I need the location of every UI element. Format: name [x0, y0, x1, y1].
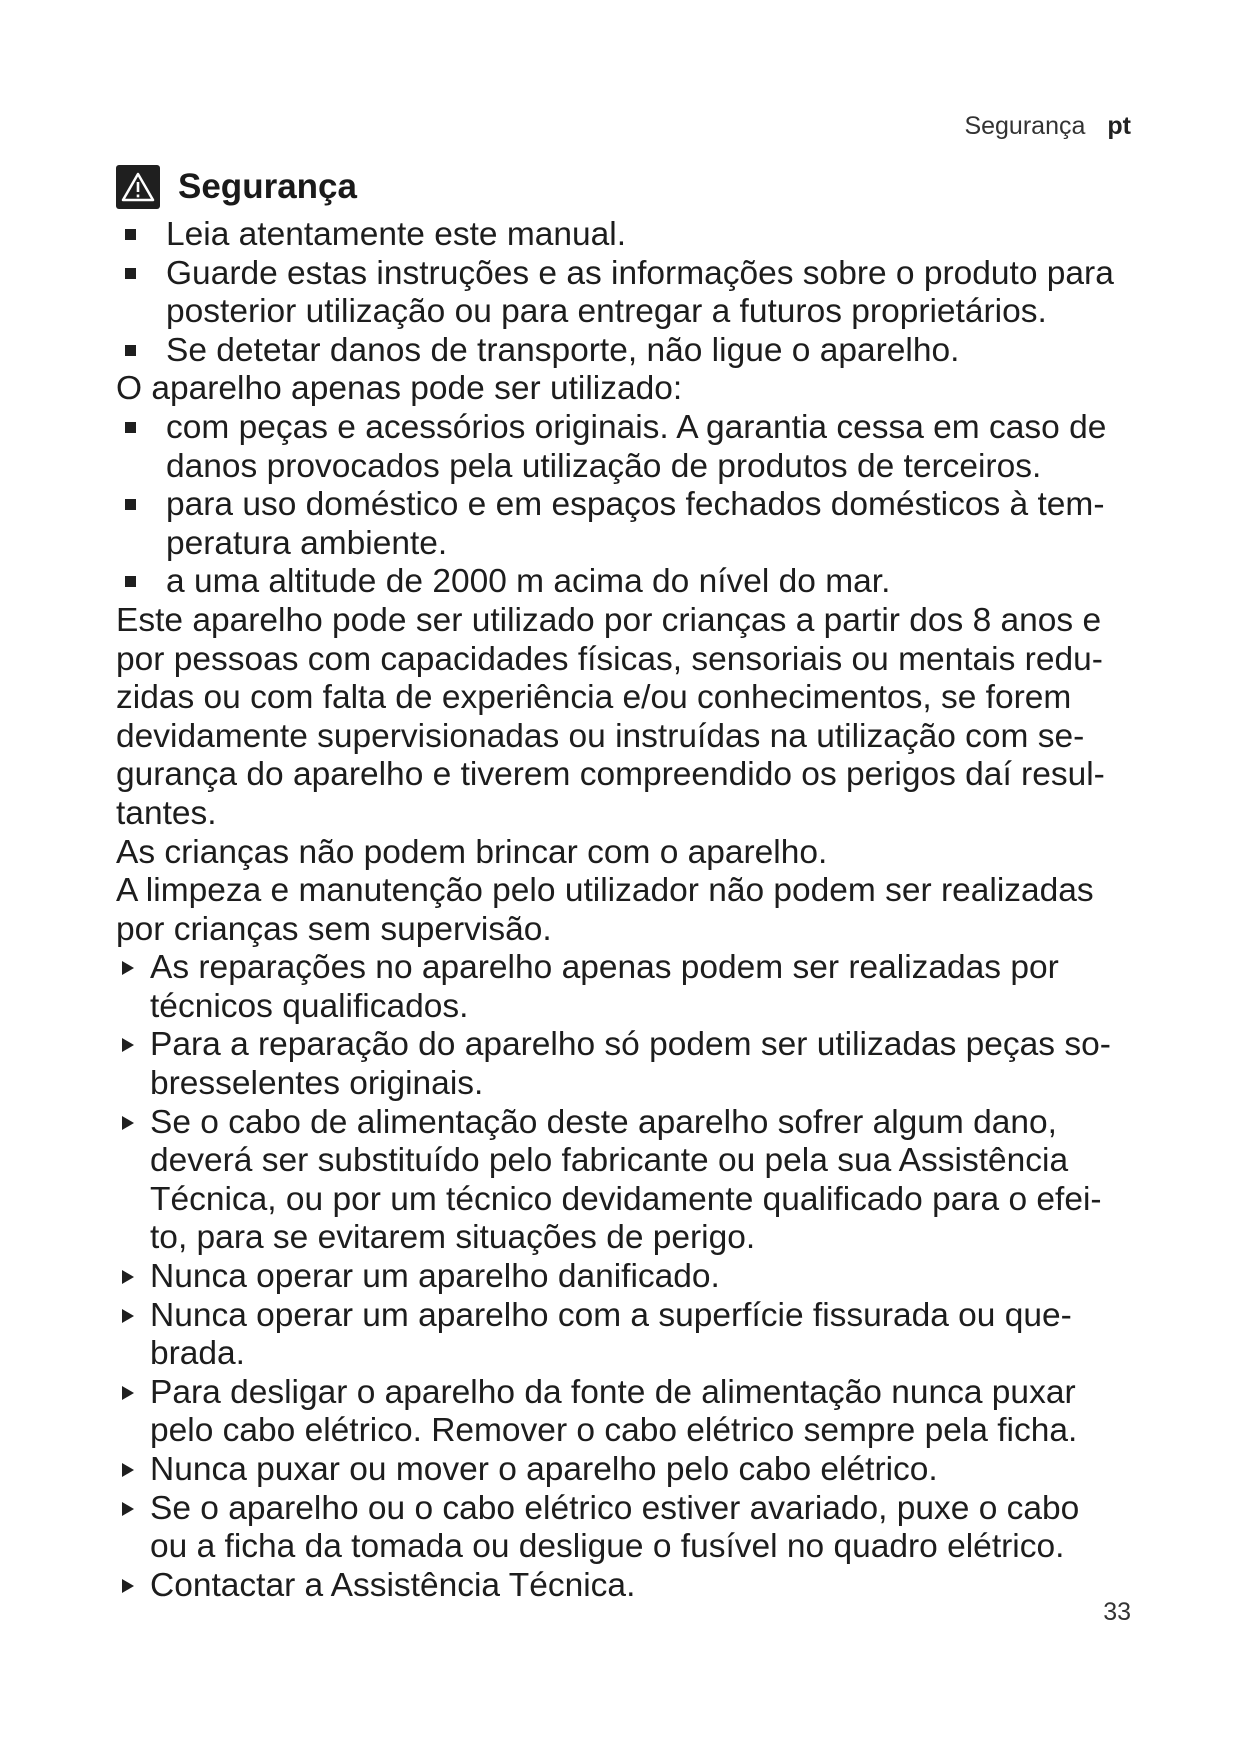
children-paragraph: Este aparelho pode ser utilizado por crianças a partir dos 8 anos e por pessoas com capacidades físicas, sensoriais ou mentais redu- zidas ou com falta de experiência e/ou conhecimentos, se forem devidamente supervisionadas ou instruídas na utilização com se- gurança do aparelho e tiverem compreendido os perigos daí resul- tantes.: [116, 601, 1105, 832]
action-item: As reparações no aparelho apenas podem ser realizadas por técnicos qualificados.: [116, 949, 1156, 1026]
list-item: Se detetar danos de transporte, não ligue o aparelho.: [116, 332, 1156, 371]
arrow-bullet-icon: [122, 1270, 134, 1284]
header-section: Segurança: [964, 112, 1086, 140]
section-title-text: Segurança: [178, 166, 357, 206]
square-bullet-icon: [125, 268, 136, 279]
action-item: Se o cabo de alimentação deste aparelho sofrer algum dano, deverá ser substituído pelo fabricante ou pela sua Assistência Técnica, ou por um técnico devidamente qualificado para o efei- to, para se evitarem situações de perigo.: [116, 1104, 1156, 1258]
action-item: Contactar a Assistência Técnica.: [116, 1567, 1156, 1606]
arrow-bullet-icon: [122, 1463, 134, 1477]
list-item: com peças e acessórios originais. A garantia cessa em caso de danos provocados pela utilização de produtos de terceiros.: [116, 409, 1156, 486]
list-item: Guarde estas instruções e as informações sobre o produto para posterior utilização ou para entregar a futuros proprietários.: [116, 255, 1156, 332]
header-language: pt: [1107, 112, 1131, 140]
action-item: Nunca puxar ou mover o aparelho pelo cabo elétrico.: [116, 1451, 1156, 1490]
arrow-bullet-icon: [122, 1502, 134, 1516]
usage-list: [116, 409, 1156, 602]
cleaning-paragraph: A limpeza e manutenção pelo utilizador não podem ser realizadas por crianças sem supervisão.: [116, 872, 1094, 948]
list-item: a uma altitude de 2000 m acima do nível do mar.: [116, 563, 1156, 602]
list-item: para uso doméstico e em espaços fechados domésticos à tem- peratura ambiente.: [116, 486, 1156, 563]
arrow-bullet-icon: [122, 1309, 134, 1323]
safety-section: [116, 162, 1156, 1605]
action-item: Nunca operar um aparelho com a superfície fissurada ou que- brada.: [116, 1297, 1156, 1374]
children-play-paragraph: As crianças não podem brincar com o aparelho.: [116, 833, 828, 871]
usage-intro: O aparelho apenas pode ser utilizado:: [116, 370, 683, 408]
arrow-bullet-icon: [122, 1386, 134, 1400]
warning-triangle-icon: [116, 165, 160, 209]
action-item: Para a reparação do aparelho só podem ser utilizadas peças so- bresselentes originais.: [116, 1026, 1156, 1103]
action-item: Se o aparelho ou o cabo elétrico estiver avariado, puxe o cabo ou a ficha da tomada ou desligue o fusível no quadro elétrico.: [116, 1490, 1156, 1567]
square-bullet-icon: [125, 345, 136, 356]
square-bullet-icon: [125, 229, 136, 240]
arrow-bullet-icon: [122, 1038, 134, 1052]
page-header: [964, 112, 1131, 141]
arrow-bullet-icon: [122, 1116, 134, 1130]
list-item: Leia atentamente este manual.: [116, 216, 1156, 255]
arrow-bullet-icon: [122, 961, 134, 975]
square-bullet-icon: [125, 499, 136, 510]
square-bullet-icon: [125, 422, 136, 433]
page-number: 33: [1103, 1598, 1131, 1626]
square-bullet-icon: [125, 576, 136, 587]
arrow-bullet-icon: [122, 1579, 134, 1593]
section-title: [116, 162, 1156, 212]
action-list: [116, 949, 1156, 1605]
action-item: Nunca operar um aparelho danificado.: [116, 1258, 1156, 1297]
action-item: Para desligar o aparelho da fonte de alimentação nunca puxar pelo cabo elétrico. Remover o cabo elétrico sempre pela ficha.: [116, 1374, 1156, 1451]
intro-list: [116, 216, 1156, 370]
